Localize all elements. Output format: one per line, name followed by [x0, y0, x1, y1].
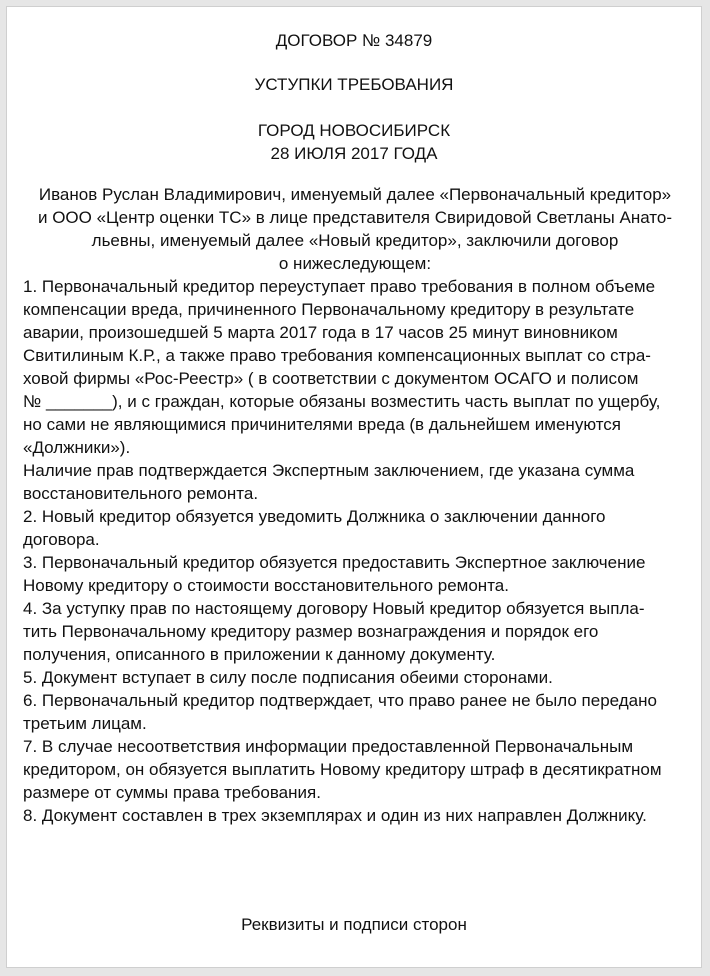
clause-line: размере от суммы права требования. [23, 783, 321, 802]
contract-body [23, 183, 687, 827]
intro-line: о нижеследующем: [278, 254, 432, 273]
clause-line: тить Первоначальному кредитору размер вознаграждения и порядок его [23, 622, 599, 641]
clause-line: Свитилиным К.Р., а также право требования компенсационных выплат со стра- [23, 346, 651, 365]
clause-line: 5. Документ вступает в силу после подписания обеими сторонами. [23, 668, 553, 687]
signatures-heading: Реквизиты и подписи сторон [241, 915, 467, 934]
clause-line: ховой фирмы «Рос-Реестр» ( в соответствии с документом ОСАГО и полисом [23, 369, 639, 388]
contract-title: ДОГОВОР № 34879 [275, 31, 433, 50]
intro-paragraph [23, 183, 687, 275]
clause-line: кредитором, он обязуется выплатить Новому кредитору штраф в десятикратном [23, 760, 662, 779]
clause-line: 4. За уступку прав по настоящему договору Новый кредитор обязуется выпла- [23, 599, 645, 618]
intro-line: Иванов Руслан Владимирович, именуемый далее «Первоначальный кредитор» [38, 185, 672, 204]
clause-line: 3. Первоначальный кредитор обязуется предоставить Экспертное заключение [23, 553, 646, 572]
clause-line: 1. Первоначальный кредитор переуступает право требования в полном объеме [23, 277, 656, 296]
clause-line: но сами не являющимися причинителями вреда (в дальнейшем именуются [23, 415, 621, 434]
clauses-list [23, 275, 687, 827]
contract-date: 28 ИЮЛЯ 2017 ГОДА [270, 144, 438, 163]
contract-city: ГОРОД НОВОСИБИРСК [257, 121, 451, 140]
clause-line: Наличие прав подтверждается Экспертным заключением, где указана сумма [23, 461, 635, 480]
clause-line: компенсации вреда, причиненного Первоначальному кредитору в результате [23, 300, 635, 319]
clause-line: восстановительного ремонта. [23, 484, 259, 503]
clause-line: третьим лицам. [23, 714, 147, 733]
clause-line: № _______), и с граждан, которые обязаны возместить часть выплат по ущербу, [23, 392, 661, 411]
contract-subtitle: УСТУПКИ ТРЕБОВАНИЯ [254, 75, 454, 94]
document-page [6, 6, 702, 968]
clause-line: договора. [23, 530, 100, 549]
clause-line: 7. В случае несоответствия информации предоставленной Первоначальным [23, 737, 634, 756]
clause-line: аварии, произошедшей 5 марта 2017 года в 17 часов 25 минут виновником [23, 323, 618, 342]
intro-line: и ООО «Центр оценки ТС» в лице представителя Свиридовой Светланы Анато- [37, 208, 673, 227]
clause-line: 6. Первоначальный кредитор подтверждает, что право ранее не было передано [23, 691, 657, 710]
intro-line: льевны, именуемый далее «Новый кредитор», заключили договор [91, 231, 619, 250]
clause-line: получения, описанного в приложении к данному документу. [23, 645, 496, 664]
clause-line: «Должники»). [23, 438, 131, 457]
clause-line: Новому кредитору о стоимости восстановительного ремонта. [23, 576, 509, 595]
clause-line: 2. Новый кредитор обязуется уведомить Должника о заключении данного [23, 507, 606, 526]
clause-line: 8. Документ составлен в трех экземплярах и один из них направлен Должнику. [23, 806, 647, 825]
